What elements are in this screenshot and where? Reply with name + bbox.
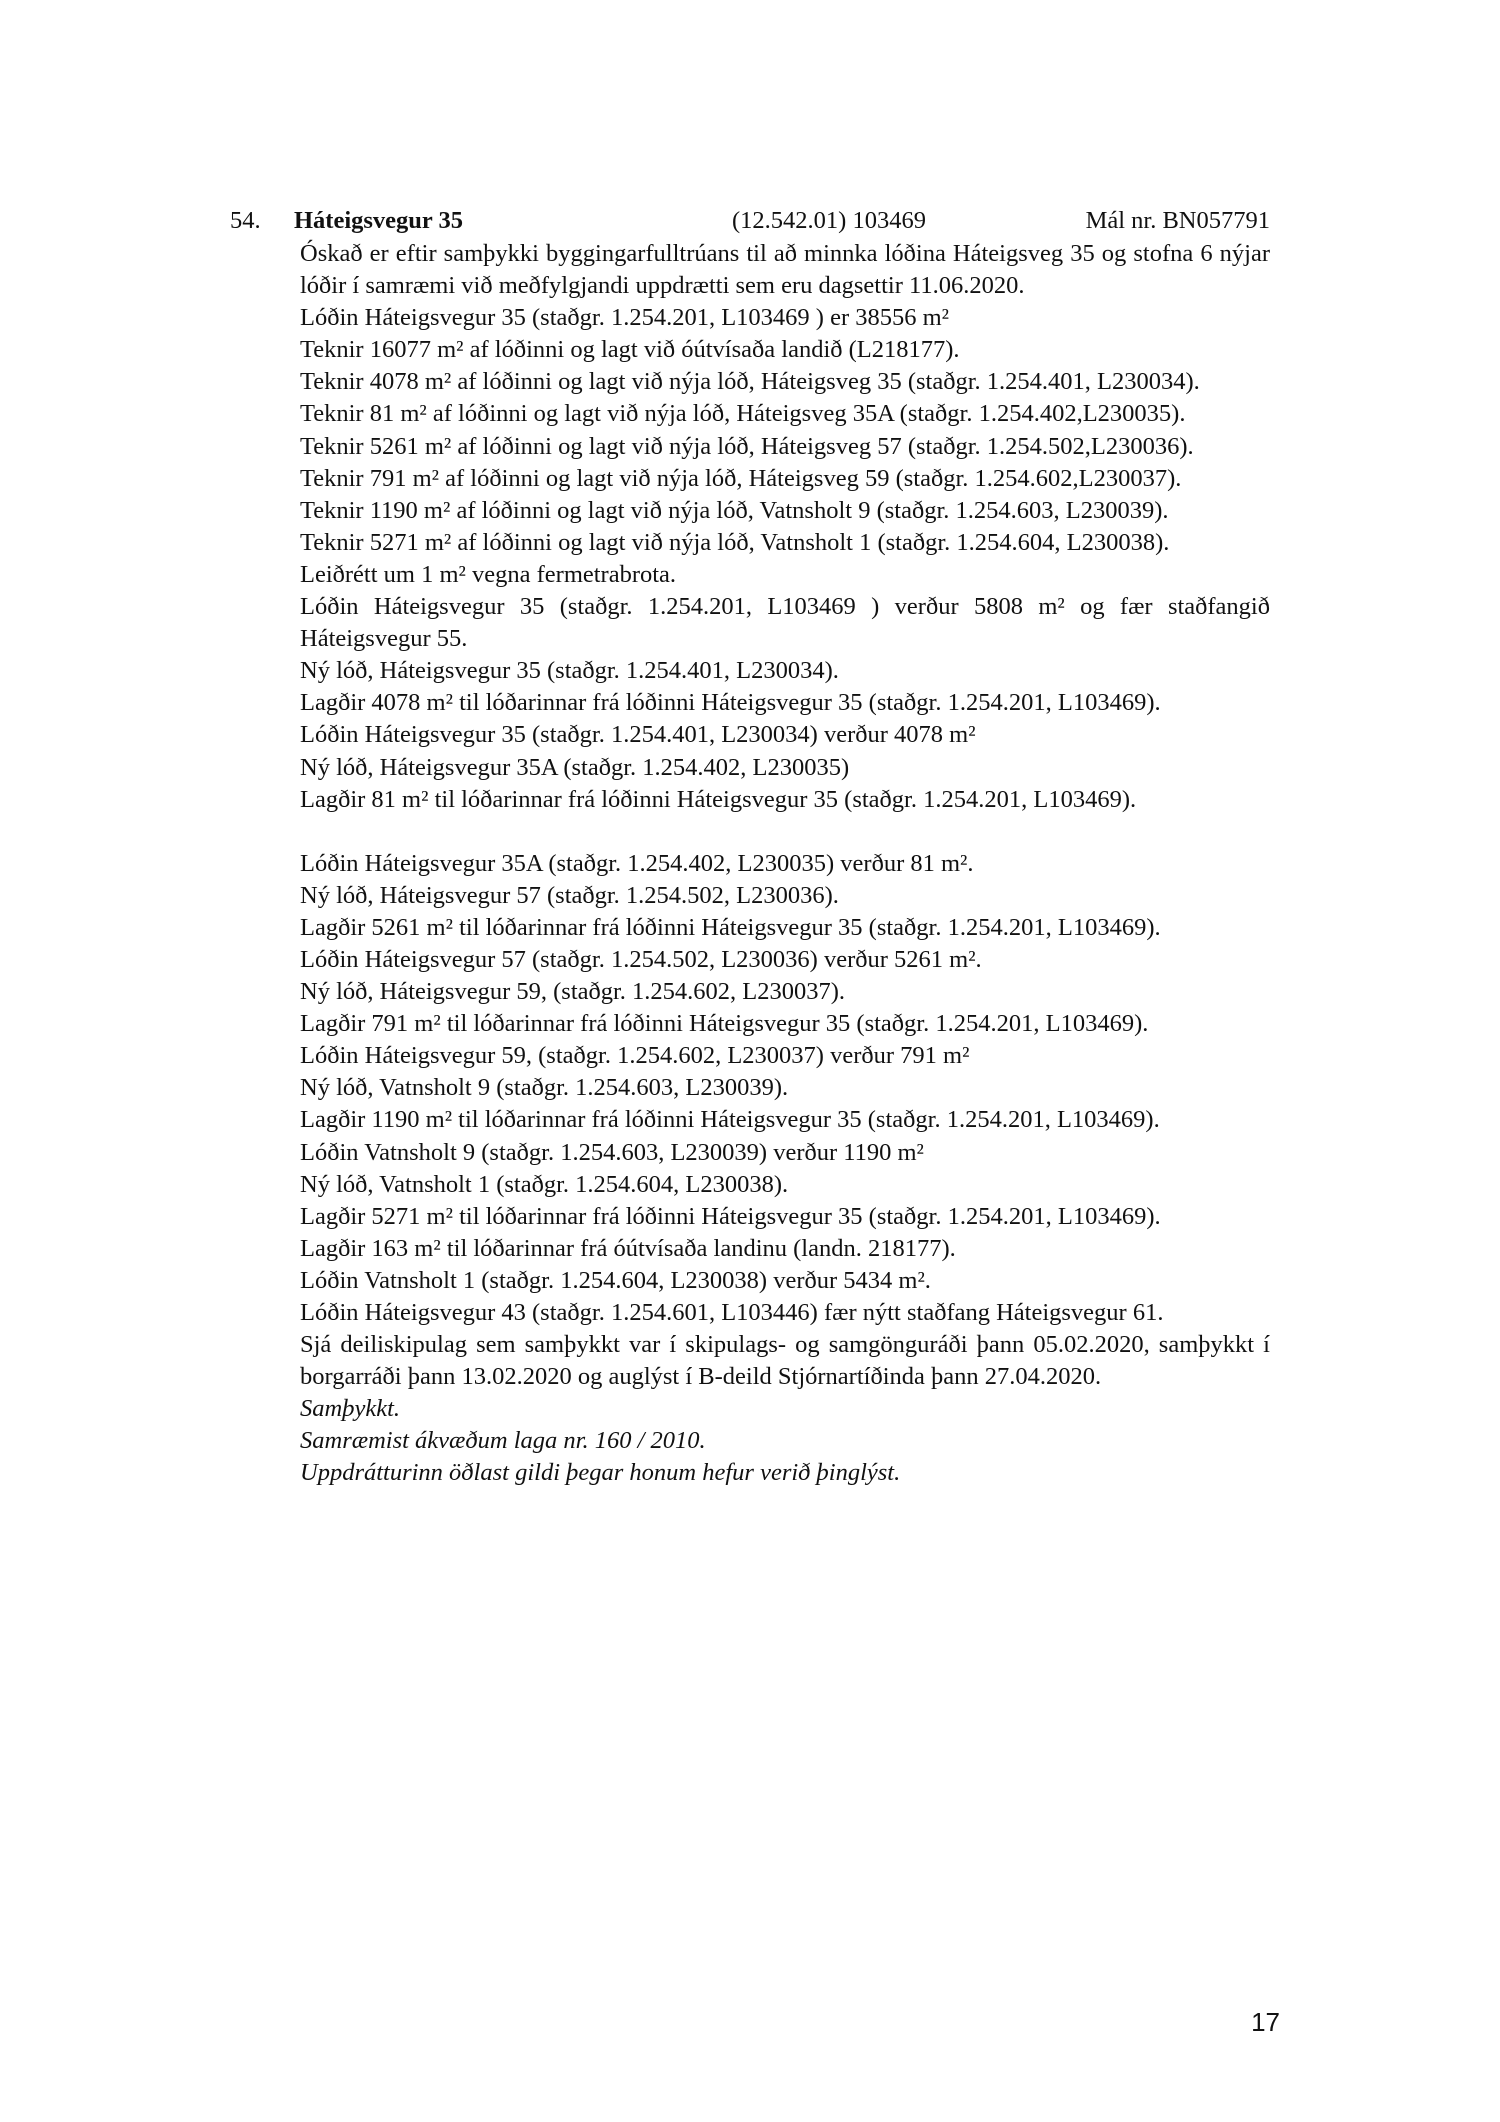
paragraph: Teknir 1190 m² af lóðinni og lagt við nýja lóð, Vatnsholt 9 (staðgr. 1.254.603, L230039).	[300, 496, 1169, 524]
paragraph: Lagðir 5271 m² til lóðarinnar frá lóðinni Háteigsvegur 35 (staðgr. 1.254.201, L103469).	[300, 1202, 1161, 1230]
paragraph: Lóðin Háteigsvegur 35 (staðgr. 1.254.401, L230034) verður 4078 m²	[300, 721, 976, 749]
paragraph: Ný lóð, Vatnsholt 1 (staðgr. 1.254.604, L230038).	[300, 1170, 789, 1198]
paragraph: Lóðin Vatnsholt 9 (staðgr. 1.254.603, L230039) verður 1190 m²	[300, 1138, 924, 1166]
paragraph: Ný lóð, Háteigsvegur 35A (staðgr. 1.254.402, L230035)	[300, 753, 850, 781]
paragraph: Lóðin Vatnsholt 1 (staðgr. 1.254.604, L230038) verður 5434 m².	[300, 1266, 931, 1294]
paragraph: Sjá deiliskipulag sem samþykkt var í skipulags- og samgönguráði þann 05.02.2020, samþykkt í borgarráði þann 13.02.2020 og auglýst í B-deild Stjórnartíðinda þann 27.04.2020.	[300, 1331, 1270, 1391]
page-number: 17	[1251, 2007, 1280, 2037]
paragraph: Lagðir 1190 m² til lóðarinnar frá lóðinni Háteigsvegur 35 (staðgr. 1.254.201, L103469).	[300, 1106, 1160, 1134]
paragraph: Leiðrétt um 1 m² vegna fermetrabrota.	[300, 560, 677, 588]
paragraph: Lagðir 163 m² til lóðarinnar frá óútvísaða landinu (landn. 218177).	[300, 1234, 956, 1262]
paragraph: Ný lóð, Háteigsvegur 35 (staðgr. 1.254.401, L230034).	[300, 657, 839, 685]
item-number: 54.	[230, 207, 261, 234]
paragraph: Óskað er eftir samþykki byggingarfulltrúans til að minnka lóðina Háteigsveg 35 og stofna 6 nýjar lóðir í samræmi við meðfylgjandi uppdrætti sem eru dagsettir 11.06.2020.	[300, 240, 1270, 300]
registration-note: Uppdrátturinn öðlast gildi þegar honum hefur verið þinglýst.	[300, 1459, 901, 1487]
paragraph: Lagðir 5261 m² til lóðarinnar frá lóðinni Háteigsvegur 35 (staðgr. 1.254.201, L103469).	[300, 913, 1161, 941]
paragraph: Lóðin Háteigsvegur 35 (staðgr. 1.254.201, L103469 ) er 38556 m²	[300, 304, 950, 332]
case-number: Mál nr. BN057791	[1085, 207, 1270, 234]
item-header	[230, 205, 1270, 237]
paragraph: Teknir 4078 m² af lóðinni og lagt við nýja lóð, Háteigsveg 35 (staðgr. 1.254.401, L230034).	[300, 368, 1200, 396]
paragraph: Ný lóð, Vatnsholt 9 (staðgr. 1.254.603, L230039).	[300, 1074, 789, 1102]
paragraph: Lagðir 4078 m² til lóðarinnar frá lóðinni Háteigsvegur 35 (staðgr. 1.254.201, L103469).	[300, 689, 1161, 717]
paragraph: Lóðin Háteigsvegur 35 (staðgr. 1.254.201, L103469 ) verður 5808 m² og fær staðfangið Háteigsvegur 55.	[300, 593, 1270, 653]
paragraph: Lagðir 81 m² til lóðarinnar frá lóðinni Háteigsvegur 35 (staðgr. 1.254.201, L103469).	[300, 785, 1137, 813]
item-title: Háteigsvegur 35	[294, 207, 463, 234]
paragraph: Teknir 81 m² af lóðinni og lagt við nýja lóð, Háteigsveg 35A (staðgr. 1.254.402,L230035).	[300, 400, 1186, 428]
item-reference: (12.542.01) 103469	[732, 207, 926, 234]
paragraph: Ný lóð, Háteigsvegur 59, (staðgr. 1.254.602, L230037).	[300, 978, 846, 1006]
blank-line	[300, 816, 1270, 848]
paragraph: Lagðir 791 m² til lóðarinnar frá lóðinni Háteigsvegur 35 (staðgr. 1.254.201, L103469).	[300, 1010, 1149, 1038]
paragraph: Lóðin Háteigsvegur 59, (staðgr. 1.254.602, L230037) verður 791 m²	[300, 1042, 970, 1070]
approval-note: Samþykkt.	[300, 1395, 400, 1423]
paragraph: Teknir 5271 m² af lóðinni og lagt við nýja lóð, Vatnsholt 1 (staðgr. 1.254.604, L230038).	[300, 528, 1170, 556]
item-body	[300, 238, 1270, 1490]
paragraph: Lóðin Háteigsvegur 35A (staðgr. 1.254.402, L230035) verður 81 m².	[300, 849, 974, 877]
paragraph: Lóðin Háteigsvegur 43 (staðgr. 1.254.601, L103446) fær nýtt staðfang Háteigsvegur 61.	[300, 1299, 1164, 1326]
paragraph: Lóðin Háteigsvegur 57 (staðgr. 1.254.502, L230036) verður 5261 m².	[300, 945, 982, 973]
paragraph: Teknir 791 m² af lóðinni og lagt við nýja lóð, Háteigsveg 59 (staðgr. 1.254.602,L230037).	[300, 464, 1182, 492]
law-compliance-note: Samræmist ákvæðum laga nr. 160 / 2010.	[300, 1427, 706, 1455]
paragraph: Ný lóð, Háteigsvegur 57 (staðgr. 1.254.502, L230036).	[300, 881, 839, 909]
paragraph: Teknir 5261 m² af lóðinni og lagt við nýja lóð, Háteigsveg 57 (staðgr. 1.254.502,L230036).	[300, 432, 1194, 460]
paragraph: Teknir 16077 m² af lóðinni og lagt við óútvísaða landið (L218177).	[300, 336, 960, 364]
